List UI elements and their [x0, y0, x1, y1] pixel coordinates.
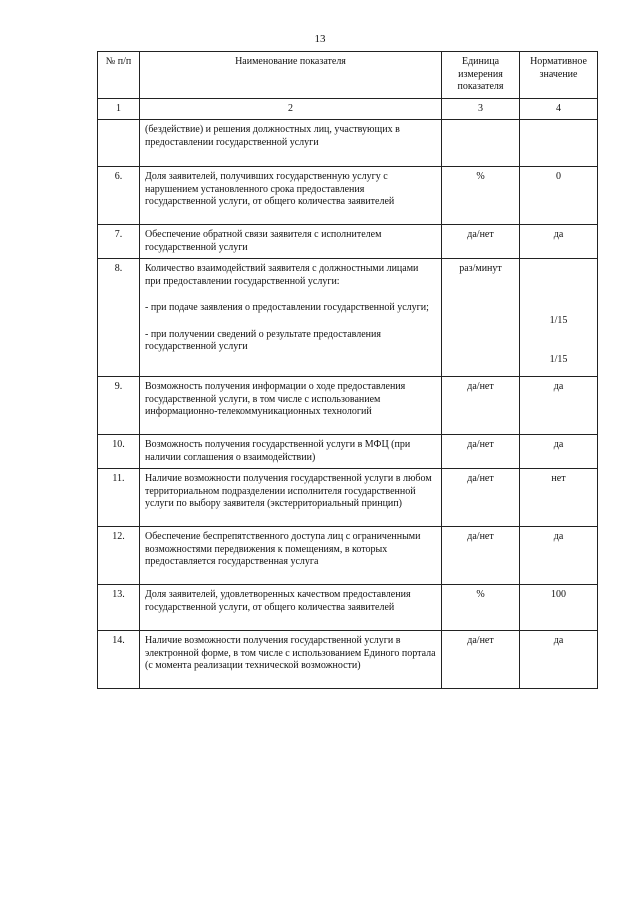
- row-text: Возможность получения информации о ходе предоставления государственной услуги, в том числе с использованием информационно-телекоммуникационных технологий: [140, 377, 442, 435]
- row-value: [520, 120, 598, 167]
- row-num: 11.: [98, 469, 140, 527]
- row-num: 13.: [98, 585, 140, 631]
- table-row: [98, 469, 598, 527]
- table-row: [98, 120, 598, 167]
- row-num: 6.: [98, 167, 140, 225]
- row-text-cell: [140, 259, 442, 377]
- row-subitem-value: 1/15: [549, 353, 568, 365]
- page-number: 13: [314, 33, 326, 45]
- col-number: 4: [520, 98, 598, 120]
- row-subitem-text: - при получении сведений о результате предоставления государственной услуги: [145, 328, 381, 352]
- row-num: 8.: [98, 259, 140, 377]
- row-subitem-text: - при подаче заявления о предоставлении государственной услуги;: [145, 302, 429, 313]
- indicators-table: [97, 51, 598, 689]
- row-text: Доля заявителей, удовлетворенных качеством предоставления государственной услуги, от общего количества заявителей: [140, 585, 442, 631]
- row-text: Наличие возможности получения государственной услуги в любом территориальном подразделении исполнителя государственной услуги по выбору заявителя (экстерриториальный принцип): [140, 469, 442, 527]
- header-value: Нормативное значение: [520, 52, 598, 99]
- row-unit: да/нет: [442, 435, 520, 469]
- row-text: Наличие возможности получения государственной услуги в электронной форме, в том числе с использованием Единого портала (с момента реализации технической возможности): [140, 631, 442, 689]
- row-text: Обеспечение беспрепятственного доступа лиц с ограниченными возможностями передвижения к помещениям, в которых предоставляется государственная услуга: [140, 527, 442, 585]
- row-value: да: [520, 377, 598, 435]
- col-number: 2: [140, 98, 442, 120]
- table-row: [98, 225, 598, 259]
- row-text: Обеспечение обратной связи заявителя с исполнителем государственной услуги: [140, 225, 442, 259]
- header-unit: Единица измерения показателя: [442, 52, 520, 99]
- row-value: да: [520, 435, 598, 469]
- row-value: да: [520, 631, 598, 689]
- row-unit: раз/минут: [442, 259, 520, 377]
- row-num: 10.: [98, 435, 140, 469]
- row-value: да: [520, 225, 598, 259]
- row-text: Количество взаимодействий заявителя с должностными лицами при предоставлении государственной услуги:: [145, 263, 419, 287]
- row-num: 9.: [98, 377, 140, 435]
- row-value: нет: [520, 469, 598, 527]
- row-unit: [442, 120, 520, 167]
- table-row: [98, 585, 598, 631]
- row-value: 0: [520, 167, 598, 225]
- row-value: да: [520, 527, 598, 585]
- table-row: [98, 631, 598, 689]
- row-text: (бездействие) и решения должностных лиц, участвующих в предоставлении государственной услуги: [140, 120, 442, 167]
- row-num: 7.: [98, 225, 140, 259]
- column-numbers-row: [98, 98, 598, 120]
- header-num: № п/п: [98, 52, 140, 99]
- row-num: [98, 120, 140, 167]
- row-unit: да/нет: [442, 527, 520, 585]
- table-row: [98, 527, 598, 585]
- row-num: 14.: [98, 631, 140, 689]
- header-name: Наименование показателя: [140, 52, 442, 99]
- row-unit: %: [442, 167, 520, 225]
- table-header-row: [98, 52, 598, 99]
- col-number: 1: [98, 98, 140, 120]
- row-unit: да/нет: [442, 631, 520, 689]
- row-unit: да/нет: [442, 469, 520, 527]
- row-text: Доля заявителей, получивших государственную услугу с нарушением установленного срока предоставления государственной услуги, от общего количества заявителей: [140, 167, 442, 225]
- row-unit: да/нет: [442, 377, 520, 435]
- row-value-cell: [520, 259, 598, 377]
- row-unit: %: [442, 585, 520, 631]
- row-text: Возможность получения государственной услуги в МФЦ (при наличии соглашения о взаимодействии): [140, 435, 442, 469]
- row-unit: да/нет: [442, 225, 520, 259]
- table-row: [98, 167, 598, 225]
- row-value: 100: [520, 585, 598, 631]
- row-subitem-value: 1/15: [549, 315, 568, 326]
- row-num: 12.: [98, 527, 140, 585]
- table-row: [98, 377, 598, 435]
- table-row: [98, 259, 598, 377]
- col-number: 3: [442, 98, 520, 120]
- table-row: [98, 435, 598, 469]
